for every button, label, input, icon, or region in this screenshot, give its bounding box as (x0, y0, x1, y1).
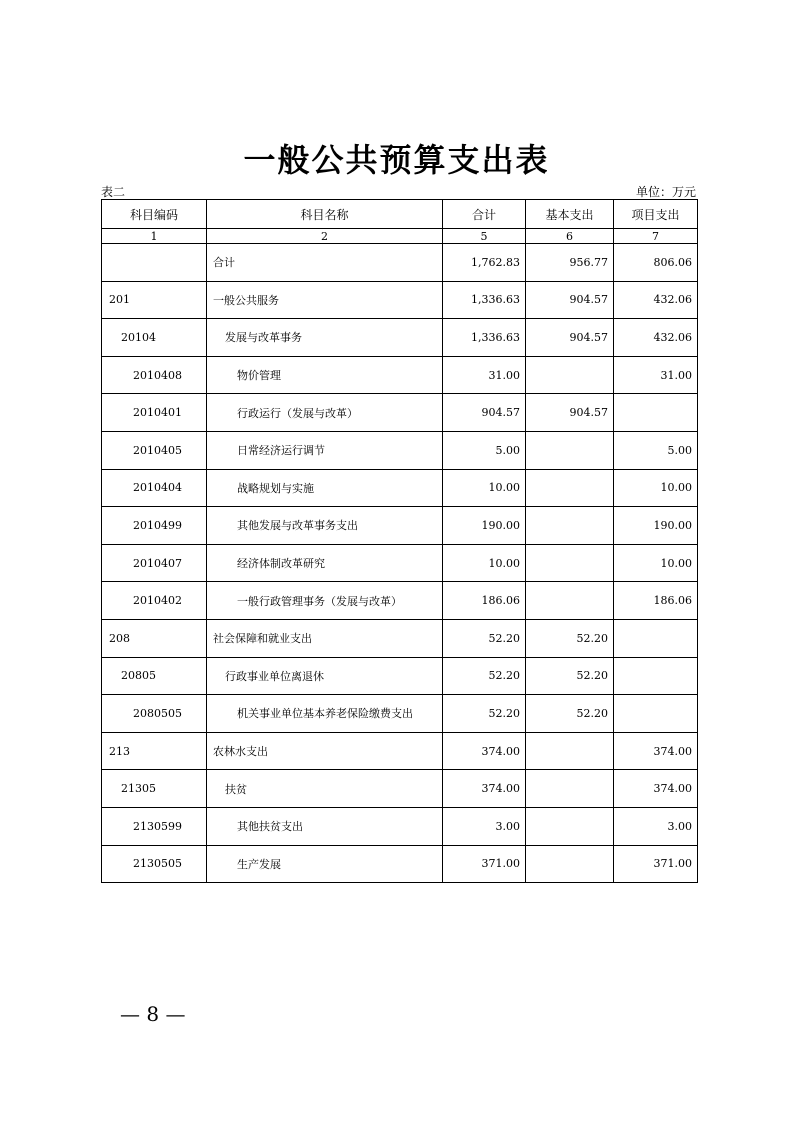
row-basic (526, 469, 614, 507)
row-project: 10.00 (614, 544, 698, 582)
table-row (102, 431, 698, 469)
page-number: — 8 — (120, 1002, 186, 1026)
row-total: 52.20 (443, 695, 526, 733)
unit-label: 单位：万元 (635, 185, 696, 199)
row-name: 其他发展与改革事务支出 (207, 507, 443, 545)
row-name: 生产发展 (207, 845, 443, 883)
row-name: 合计 (207, 244, 443, 282)
row-code: 2130505 (102, 845, 207, 883)
row-name: 日常经济运行调节 (207, 431, 443, 469)
row-name: 物价管理 (207, 356, 443, 394)
header-code: 科目编码 (102, 200, 207, 229)
row-total: 52.20 (443, 619, 526, 657)
row-name: 战略规划与实施 (207, 469, 443, 507)
row-total: 1,336.63 (443, 281, 526, 319)
row-total: 904.57 (443, 394, 526, 432)
row-code: 20104 (102, 319, 207, 357)
col-number: 7 (614, 229, 698, 244)
row-basic: 52.20 (526, 619, 614, 657)
table-row (102, 582, 698, 620)
row-basic: 904.57 (526, 319, 614, 357)
column-number-row (102, 229, 698, 244)
table-row (102, 281, 698, 319)
row-project: 806.06 (614, 244, 698, 282)
header-total: 合计 (443, 200, 526, 229)
row-code: 2080505 (102, 695, 207, 733)
row-basic (526, 807, 614, 845)
header-name: 科目名称 (207, 200, 443, 229)
table-row (102, 845, 698, 883)
table-body (102, 244, 698, 883)
row-basic (526, 431, 614, 469)
row-total: 1,762.83 (443, 244, 526, 282)
table-row (102, 657, 698, 695)
col-number: 6 (526, 229, 614, 244)
row-name: 社会保障和就业支出 (207, 619, 443, 657)
row-name: 行政事业单位离退休 (207, 657, 443, 695)
row-basic: 956.77 (526, 244, 614, 282)
row-total: 5.00 (443, 431, 526, 469)
table-row (102, 244, 698, 282)
header-row (102, 200, 698, 229)
row-total: 374.00 (443, 732, 526, 770)
row-project: 10.00 (614, 469, 698, 507)
header-project: 项目支出 (614, 200, 698, 229)
row-code: 2010407 (102, 544, 207, 582)
row-project (614, 394, 698, 432)
row-basic (526, 356, 614, 394)
row-basic (526, 507, 614, 545)
row-code: 2010405 (102, 431, 207, 469)
row-basic (526, 770, 614, 808)
row-code: 2010402 (102, 582, 207, 620)
row-total: 1,336.63 (443, 319, 526, 357)
row-basic: 52.20 (526, 657, 614, 695)
table-row (102, 695, 698, 733)
table-row (102, 544, 698, 582)
row-code: 21305 (102, 770, 207, 808)
row-name: 扶贫 (207, 770, 443, 808)
row-name: 行政运行（发展与改革） (207, 394, 443, 432)
row-name: 经济体制改革研究 (207, 544, 443, 582)
row-project: 31.00 (614, 356, 698, 394)
row-project: 432.06 (614, 281, 698, 319)
row-code: 2130599 (102, 807, 207, 845)
row-basic (526, 845, 614, 883)
row-project (614, 619, 698, 657)
col-number: 2 (207, 229, 443, 244)
row-project: 371.00 (614, 845, 698, 883)
row-basic (526, 544, 614, 582)
row-basic: 904.57 (526, 281, 614, 319)
row-total: 190.00 (443, 507, 526, 545)
document-title: 一般公共预算支出表 (243, 141, 550, 179)
row-project: 5.00 (614, 431, 698, 469)
row-project: 3.00 (614, 807, 698, 845)
row-total: 52.20 (443, 657, 526, 695)
row-total: 31.00 (443, 356, 526, 394)
table-row (102, 319, 698, 357)
budget-table (101, 199, 698, 883)
table-row (102, 732, 698, 770)
row-total: 371.00 (443, 845, 526, 883)
table-row (102, 807, 698, 845)
row-project (614, 695, 698, 733)
header-basic: 基本支出 (526, 200, 614, 229)
row-name: 机关事业单位基本养老保险缴费支出 (207, 695, 443, 733)
row-code: 213 (102, 732, 207, 770)
row-total: 186.06 (443, 582, 526, 620)
row-basic: 904.57 (526, 394, 614, 432)
row-project: 374.00 (614, 732, 698, 770)
row-project: 432.06 (614, 319, 698, 357)
row-project: 374.00 (614, 770, 698, 808)
table-row (102, 356, 698, 394)
row-code: 20805 (102, 657, 207, 695)
table-row (102, 394, 698, 432)
row-code: 2010499 (102, 507, 207, 545)
row-total: 10.00 (443, 469, 526, 507)
row-name: 农林水支出 (207, 732, 443, 770)
row-total: 3.00 (443, 807, 526, 845)
row-basic: 52.20 (526, 695, 614, 733)
table-row (102, 770, 698, 808)
row-name: 一般公共服务 (207, 281, 443, 319)
row-project: 190.00 (614, 507, 698, 545)
col-number: 1 (102, 229, 207, 244)
col-number: 5 (443, 229, 526, 244)
table-row (102, 619, 698, 657)
row-code (102, 244, 207, 282)
row-basic (526, 732, 614, 770)
row-name: 发展与改革事务 (207, 319, 443, 357)
row-code: 2010401 (102, 394, 207, 432)
row-code: 2010404 (102, 469, 207, 507)
row-code: 2010408 (102, 356, 207, 394)
row-name: 一般行政管理事务（发展与改革） (207, 582, 443, 620)
table-row (102, 507, 698, 545)
row-total: 374.00 (443, 770, 526, 808)
row-code: 201 (102, 281, 207, 319)
table-label: 表二 (101, 185, 126, 199)
row-basic (526, 582, 614, 620)
row-project (614, 657, 698, 695)
row-code: 208 (102, 619, 207, 657)
row-name: 其他扶贫支出 (207, 807, 443, 845)
table-row (102, 469, 698, 507)
row-project: 186.06 (614, 582, 698, 620)
row-total: 10.00 (443, 544, 526, 582)
